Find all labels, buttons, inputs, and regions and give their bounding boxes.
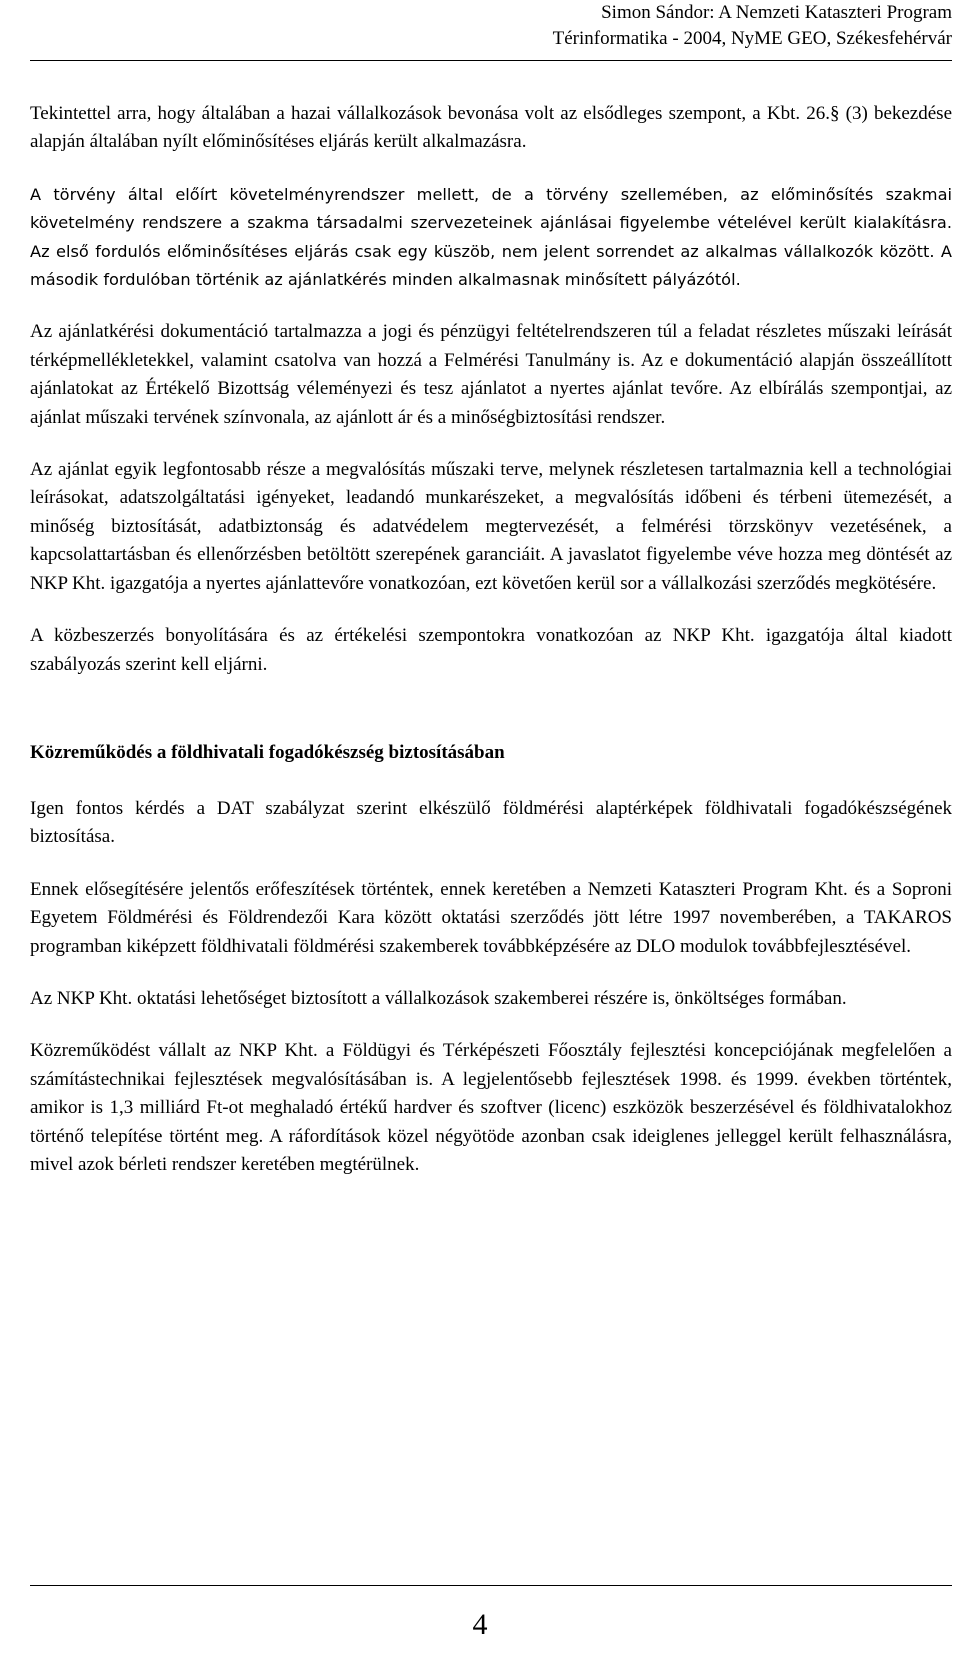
header-author-title: Simon Sándor: A Nemzeti Kataszteri Program (601, 2, 952, 23)
header-divider (30, 60, 952, 61)
page-number: 4 (472, 1608, 488, 1641)
section-paragraph-2: Ennek elősegítésére jelentős erőfeszítések történtek, ennek keretében a Nemzeti Kataszteri Program Kht. és a Soproni Egyetem Földmérési és Földrendezői Kara között oktatási szerződés jött létre 1997 novemberében, a TAKAROS programban kiképzett földhivatali földmérési szakemberek továbbképzésére az DLO modulok továbbfejlesztésével. (30, 878, 952, 957)
footer-divider (30, 1585, 952, 1586)
section-paragraph-1: Igen fontos kérdés a DAT szabályzat szerint elkészülő földmérési alaptérképek földhivatali fogadókészségének biztosítása. (30, 797, 952, 848)
paragraph-3: Az ajánlatkérési dokumentáció tartalmazza a jogi és pénzügyi feltételrendszeren túl a feladat részletes műszaki leírását térképmellékletekkel, valamint csatolva van hozzá a Felmérési Tanulmány is. Az e dokumentáció alapján összeállított ajánlatokat az Értékelő Bizottság véleményezi és tesz ajánlatot a nyertes ajánlat tevőre. Az elbírálás szempontjai, az ajánlat műszaki tervének színvonala, az ajánlott ár és a minőségbiztosítási rendszer. (30, 321, 952, 428)
running-header (0, 0, 952, 52)
paragraph-2: A törvény által előírt követelményrendszer mellett, de a törvény szellemében, az előminősítés szakmai követelmény rendszere a szakma társadalmi szervezeteinek ajánlásai figyelembe vételével került kialakításra. Az első fordulós előminősítéses eljárás csak egy küszöb, nem jelent sorrendet az alkalmas vállalkozók között. A második fordulóban történik az ajánlatkérés minden alkalmasnak minősített pályázótól. (30, 184, 952, 290)
paragraph-5: A közbeszerzés bonyolítására és az értékelési szempontokra vonatkozóan az NKP Kht. igazgatója által kiadott szabályozás szerint kell eljárni. (30, 625, 952, 675)
section-paragraph-3: Az NKP Kht. oktatási lehetőséget biztosított a vállalkozások szakemberei részére is, önköltséges formában. (30, 987, 847, 1009)
section-heading: Közreműködés a földhivatali fogadókészség biztosításában (30, 741, 505, 763)
header-conference: Térinformatika - 2004, NyME GEO, Székesfehérvár (552, 28, 952, 49)
document-body (30, 100, 952, 1203)
paragraph-4: Az ajánlat egyik legfontosabb része a megvalósítás műszaki terve, melynek részletesen tartalmaznia kell a technológiai leírásokat, adatszolgáltatási igényeket, leadandó munkarészeket, a megvalósítás időbeni és térbeni ütemezését, a minőség biztosítását, adatbiztonság és adatvédelem megtervezését, a felmérési törzskönyv vezetésének, a kapcsolattartásban és ellenőrzésben betöltött szerepének garanciáit. A javaslatot figyelembe véve hozza meg döntését az NKP Kht. igazgatója a nyertes ajánlattevőre vonatkozóan, ezt követően kerül sor a vállalkozási szerződés megkötésére. (30, 459, 952, 594)
section-paragraph-4: Közreműködést vállalt az NKP Kht. a Földügyi és Térképészeti Főosztály fejlesztési koncepciójának megfelelően a számítástechnikai fejlesztések megvalósításában is. A legjelentősebb fejlesztések 1998. és 1999. években történtek, amikor is 1,3 milliárd Ft-ot meghaladó értékű hardver és szoftver (licenc) eszközök beszerzésével és földhivatalokhoz történő telepítése történt meg. A ráfordítások közel négyötöde azonban csak ideiglenes jelleggel került felhasználásra, mivel azok bérleti rendszer keretében megtérülnek. (30, 1040, 952, 1175)
paragraph-1: Tekintettel arra, hogy általában a hazai vállalkozások bevonása volt az elsődleges szempont, a Kbt. 26.§ (3) bekezdése alapján általában nyílt előminősítéses eljárás került alkalmazásra. (30, 103, 952, 153)
